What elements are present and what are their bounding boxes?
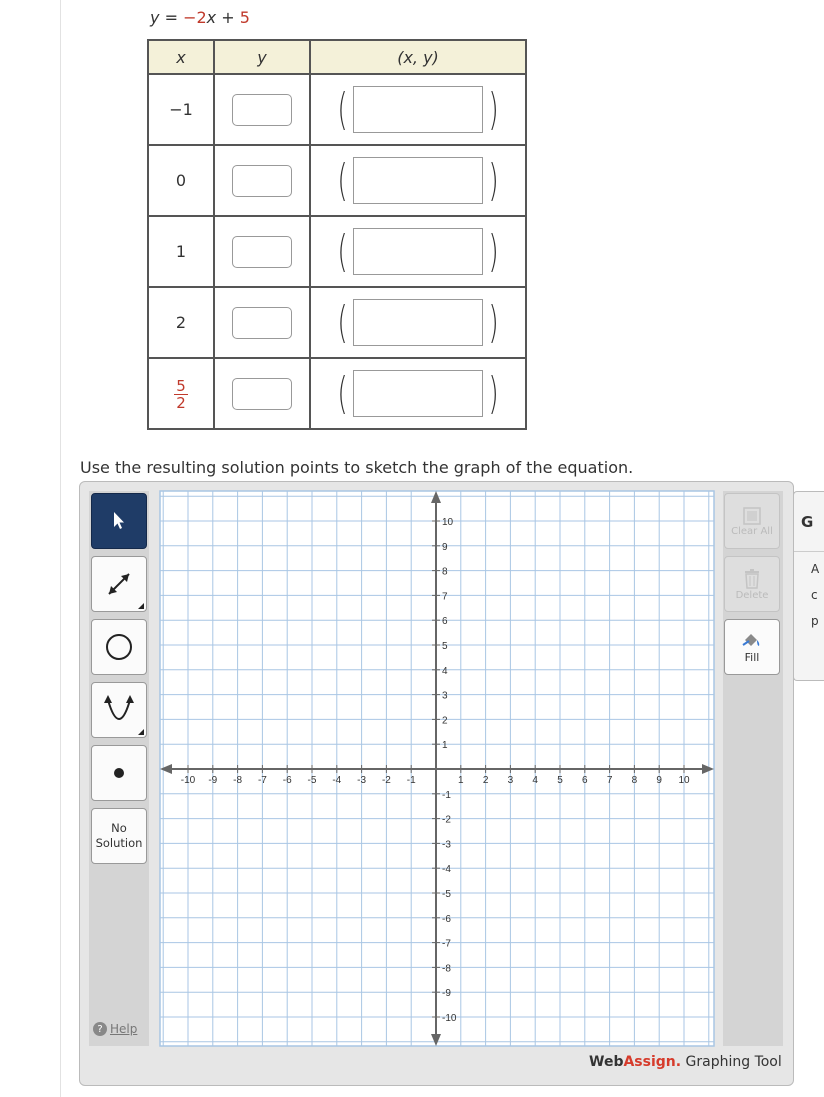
- x-tick-label: -7: [257, 775, 267, 786]
- xy-input[interactable]: [353, 86, 483, 133]
- y-tick-label: -3: [442, 839, 451, 851]
- y-tick-label: -10: [442, 1013, 457, 1024]
- y-tick-label: -9: [442, 988, 451, 1000]
- fraction-numerator: 5: [176, 377, 186, 395]
- x-tick-label: -5: [307, 775, 317, 786]
- table-row: [148, 74, 526, 145]
- fraction-denominator: 2: [176, 394, 186, 412]
- arrow-pointer-icon: [109, 510, 129, 532]
- clear-all-button[interactable]: [724, 493, 780, 549]
- help-label: Help: [110, 1022, 138, 1036]
- delete-label: Delete: [735, 589, 769, 601]
- equation-equals: =: [164, 8, 178, 27]
- no-solution-label-line1: No: [111, 821, 127, 835]
- equation-variable: x: [206, 8, 217, 27]
- x-tick-label: -10: [180, 775, 196, 786]
- x-tick-label: 8: [631, 775, 638, 786]
- y-tick-label: 7: [442, 591, 448, 603]
- equation-coefficient: −2: [183, 8, 207, 27]
- close-paren: ): [488, 367, 499, 419]
- equation-lhs: y: [150, 8, 160, 27]
- header-xy: (x, y): [310, 40, 526, 74]
- circle-tool-button[interactable]: [91, 619, 147, 675]
- submenu-indicator: [138, 729, 144, 735]
- graphing-tool-brand: [589, 1054, 782, 1070]
- open-paren: (: [337, 296, 348, 348]
- y-tick-label: 2: [442, 715, 448, 727]
- no-solution-label-line2: Solution: [95, 836, 143, 850]
- x-tick-label: 4: [532, 775, 538, 786]
- side-panel: [793, 491, 824, 681]
- table-row: [148, 145, 526, 216]
- y-tick-label: 5: [442, 641, 448, 652]
- no-solution-button[interactable]: [91, 808, 147, 864]
- x-tick-label: 3: [507, 775, 514, 786]
- page-divider: [60, 0, 61, 1097]
- side-panel-line: p: [811, 614, 819, 628]
- open-paren: (: [337, 154, 348, 206]
- y-tick-label: -1: [442, 789, 451, 801]
- table-row: [148, 216, 526, 287]
- x-tick-label: -2: [381, 775, 391, 786]
- x-tick-label: 5: [557, 775, 563, 786]
- brand-assign: Assign.: [623, 1054, 682, 1070]
- x-tick-label: -8: [233, 775, 243, 786]
- x-value: 1: [148, 216, 214, 287]
- close-paren: ): [488, 154, 499, 206]
- x-value: 0: [148, 145, 214, 216]
- clear-all-icon: [742, 506, 762, 526]
- brand-web: Web: [589, 1054, 624, 1070]
- help-link[interactable]: [93, 1022, 137, 1036]
- y-tick-label: 1: [442, 740, 448, 752]
- line-segment-icon: [99, 564, 139, 604]
- x-tick-label: 9: [656, 775, 662, 786]
- x-value: 2: [148, 287, 214, 358]
- x-tick-label: 10: [678, 775, 690, 786]
- help-icon: ?: [93, 1022, 107, 1036]
- y-input[interactable]: [232, 94, 292, 126]
- y-tick-label: -4: [442, 864, 451, 876]
- table-row: [148, 358, 526, 429]
- parabola-icon: [99, 690, 139, 730]
- submenu-indicator: [138, 603, 144, 609]
- y-tick-label: 10: [442, 517, 454, 528]
- side-panel-body: [794, 552, 824, 634]
- pointer-tool-button[interactable]: [91, 493, 147, 549]
- close-paren: ): [488, 83, 499, 135]
- delete-button[interactable]: [724, 556, 780, 612]
- x-tick-label: 6: [582, 775, 588, 786]
- x-tick-label: -9: [208, 775, 218, 786]
- instruction-text: Use the resulting solution points to sketch the graph of the equation.: [80, 458, 634, 477]
- header-y: y: [214, 40, 310, 74]
- brand-suffix: Graphing Tool: [681, 1054, 782, 1070]
- y-tick-label: 3: [442, 690, 448, 702]
- trash-icon: [742, 568, 762, 590]
- equation: [150, 8, 250, 27]
- y-input[interactable]: [232, 165, 292, 197]
- y-tick-label: -5: [442, 889, 451, 900]
- side-panel-header: G: [794, 492, 824, 552]
- x-tick-label: 1: [458, 775, 464, 786]
- y-tick-label: 4: [442, 665, 448, 677]
- fill-button[interactable]: [724, 619, 780, 675]
- xy-input[interactable]: [353, 299, 483, 346]
- y-tick-label: -2: [442, 814, 451, 826]
- x-value: −1: [148, 74, 214, 145]
- x-tick-label: -3: [357, 775, 367, 786]
- close-paren: ): [488, 296, 499, 348]
- line-tool-button[interactable]: [91, 556, 147, 612]
- xy-input[interactable]: [353, 228, 483, 275]
- header-x: x: [148, 40, 214, 74]
- x-tick-label: -6: [282, 775, 292, 786]
- point-tool-button[interactable]: [91, 745, 147, 801]
- x-tick-label: 2: [482, 775, 489, 786]
- open-paren: (: [337, 225, 348, 277]
- xy-input[interactable]: [353, 370, 483, 417]
- fill-label: Fill: [744, 650, 760, 664]
- graph-canvas[interactable]: [160, 491, 714, 1046]
- xy-input[interactable]: [353, 157, 483, 204]
- open-paren: (: [337, 367, 348, 419]
- open-paren: (: [337, 83, 348, 135]
- y-tick-label: -7: [442, 938, 451, 950]
- y-input[interactable]: [232, 307, 292, 339]
- equation-constant: 5: [239, 8, 250, 27]
- circle-icon: [102, 630, 136, 664]
- equation-plus: +: [221, 8, 235, 27]
- x-tick-label: -1: [406, 775, 416, 786]
- y-tick-label: 8: [442, 566, 448, 578]
- side-panel-line: c: [811, 588, 818, 602]
- close-paren: ): [488, 225, 499, 277]
- y-tick-label: -6: [442, 913, 451, 925]
- y-tick-label: -8: [442, 963, 451, 975]
- paint-bucket-icon: [741, 631, 763, 651]
- parabola-tool-button[interactable]: [91, 682, 147, 738]
- point-icon: [112, 766, 126, 780]
- x-value-fraction: [148, 358, 214, 429]
- y-tick-label: 9: [442, 541, 448, 553]
- solution-table: [147, 39, 527, 430]
- y-tick-label: 6: [442, 616, 448, 628]
- y-input[interactable]: [232, 236, 292, 268]
- clear-all-label: Clear All: [731, 525, 773, 537]
- x-tick-label: -4: [332, 775, 342, 786]
- x-tick-label: 7: [606, 775, 613, 786]
- table-row: [148, 287, 526, 358]
- y-input[interactable]: [232, 378, 292, 410]
- side-panel-line: A: [811, 562, 820, 576]
